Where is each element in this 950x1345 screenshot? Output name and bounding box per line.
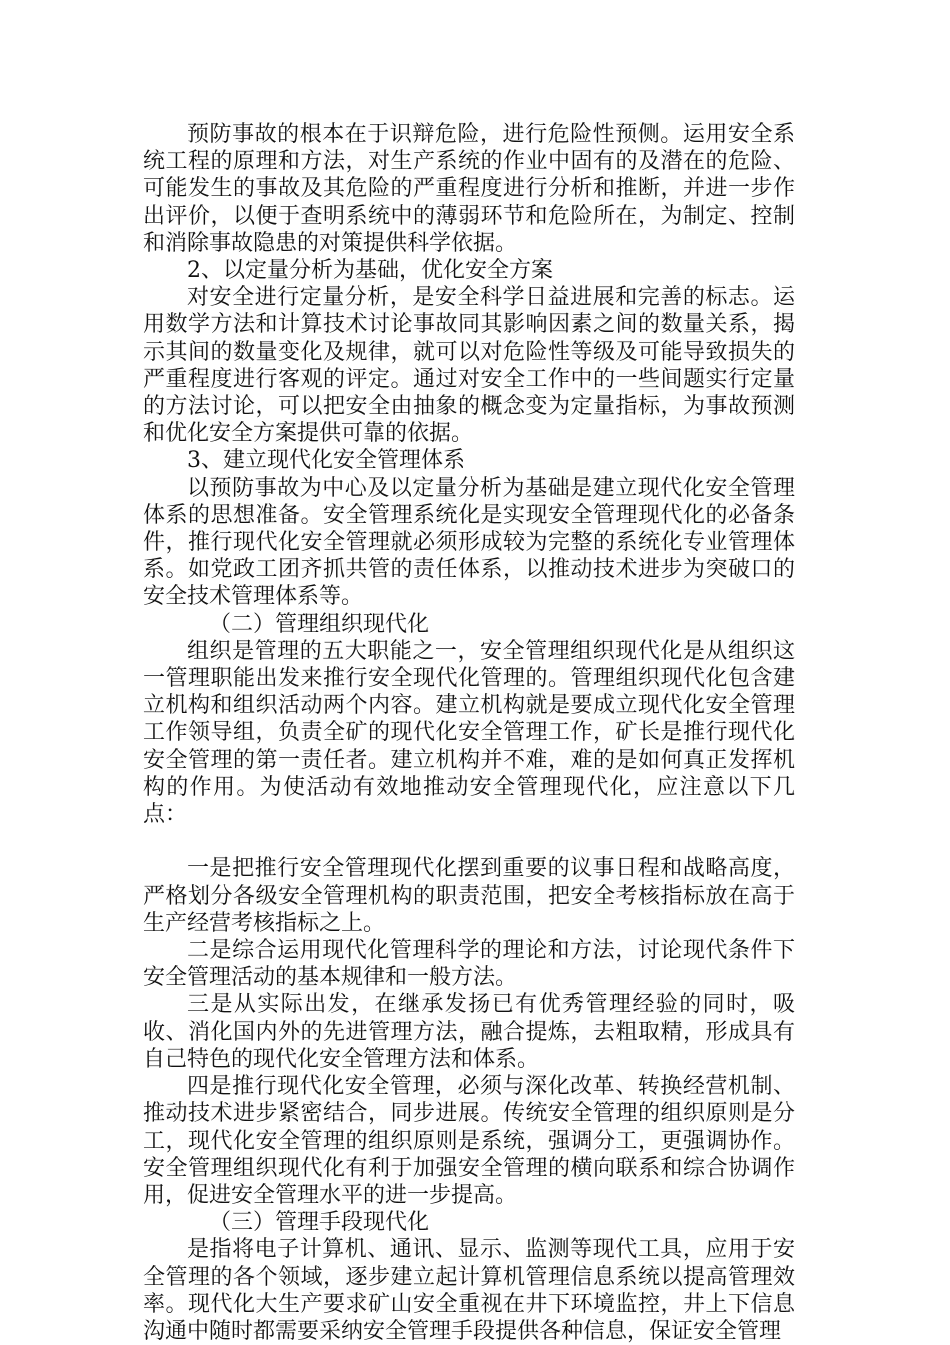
- paragraph-accident-prevention: 预防事故的根本在于识辩危险，进行危险性预侧。运用安全系统工程的原理和方法，对生产系统的作业中固有的及潜在的危险、可能发生的事故及其危险的严重程度进行分析和推断，并进一步作出评价，以便于查明系统中的薄弱环节和危险所在，为制定、控制和消除事故隐患的对策提供科学依据。: [143, 122, 795, 256]
- paragraph-means-modernization: 是指将电子计算机、通讯、显示、监测等现代工具，应用于安全管理的各个领域，逐步建立起计算机管理信息系统以提高管理效率。现代化大生产要求矿山安全重视在井下环境监控，井上下信息沟通中随时都需要采纳安全管理手段提供各种信息，保证安全管理: [143, 1237, 795, 1344]
- paragraph-quantitative-analysis: 对安全进行定量分析，是安全科学日益进展和完善的标志。运用数学方法和计算技术讨论事故同其影响因素之间的数量关系，揭示其间的数量变化及规律，就可以对危险性等级及可能导致损失的严重程度进行客观的评定。通过对安全工作中的一些间题实行定量的方法讨论，可以把安全由抽象的概念变为定量指标，为事故预测和优化安全方案提供可靠的依据。: [143, 285, 795, 447]
- paragraph-point-three: 三是从实际出发，在继承发扬已有优秀管理经验的同时，吸收、消化国内外的先进管理方法，融合提炼，去粗取精，形成具有自己特色的现代化安全管理方法和体系。: [143, 992, 795, 1072]
- heading-means-modernization: （三）管理手段现代化: [209, 1210, 430, 1236]
- heading-organization-modernization: （二）管理组织现代化: [209, 611, 430, 637]
- heading-quantitative-analysis: 2、以定量分析为基础，优化安全方案: [187, 258, 553, 284]
- paragraph-point-one: 一是把推行安全管理现代化摆到重要的议事日程和战略高度，严格划分各级安全管理机构的职责范围，把安全考核指标放在高于生产经营考核指标之上。: [143, 856, 795, 936]
- blank-line: [143, 828, 795, 855]
- paragraph-point-two: 二是综合运用现代化管理科学的理论和方法，讨论现代条件下安全管理活动的基本规律和一般方法。: [143, 938, 795, 991]
- heading-management-system: 3、建立现代化安全管理体系: [187, 448, 465, 474]
- paragraph-management-system: 以预防事故为中心及以定量分析为基础是建立现代化安全管理体系的思想准备。安全管理系统化是实现安全管理现代化的必备条件，推行现代化安全管理就必须形成较为完整的系统化专业管理体系。如党政工团齐抓共管的责任体系，以推动技术进步为突破口的安全技术管理体系等。: [143, 475, 795, 610]
- document-body: [143, 121, 795, 1345]
- paragraph-point-four: 四是推行现代化安全管理，必须与深化改革、转换经营机制、推动技术进步紧密结合，同步进展。传统安全管理的组织原则是分工，现代化安全管理的组织原则是系统，强调分工，更强调协作。安全管理组织现代化有利于加强安全管理的横向联系和综合协调作用，促进安全管理水平的进一步提高。: [143, 1074, 795, 1208]
- paragraph-organization-modernization: 组织是管理的五大职能之一，安全管理组织现代化是从组织这一管理职能出发来推行安全现代化管理的。管理组织现代化包含建立机构和组织活动两个内容。建立机构就是要成立现代化安全管理工作领导组，负责全矿的现代化安全管理工作，矿长是推行现代化安全管理的第一责任者。建立机构并不难，难的是如何真正发挥机构的作用。为使活动有效地推动安全管理现代化，应注意以下几点：: [143, 638, 795, 828]
